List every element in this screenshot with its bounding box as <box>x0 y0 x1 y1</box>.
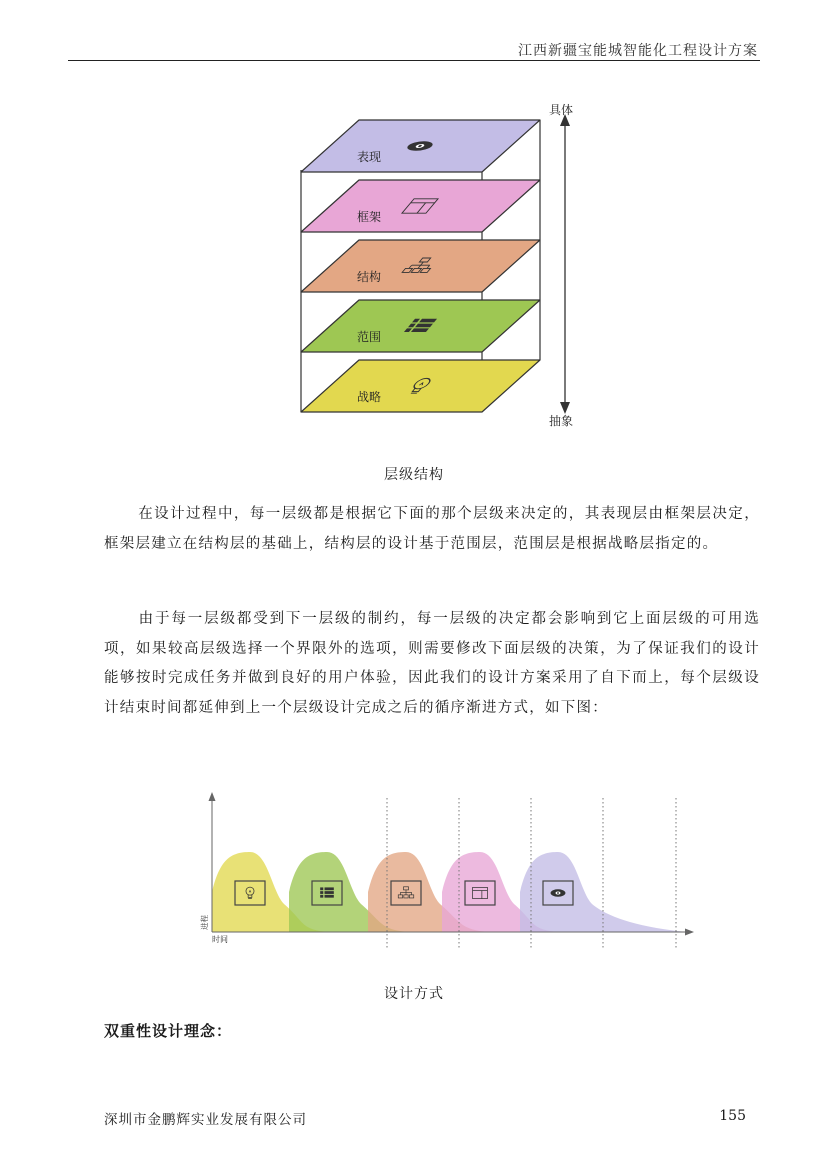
layer-label: 表现 <box>357 150 382 164</box>
x-axis-arrow-icon <box>685 929 694 936</box>
x-axis-label: 时间 <box>212 935 228 944</box>
chart-caption: 设计方式 <box>384 986 444 1002</box>
paragraph-2: 由于每一层级都受到下一层级的制约，每一层级的决定都会影响到它上面层级的可用选项，如果较高层级选择一个界限外的选项，则需要修改下面层级的决策，为了保证我们的设计能够按时完成任务并做到良好的用户体验，因此我们的设计方案采用了自下而上，每个层级设计结束时间都延伸到上一个层级设计完成之后的循序渐进方式，如下图： <box>104 611 760 716</box>
header-title: 江西新疆宝能城智能化工程设计方案 <box>518 43 758 59</box>
diagram-caption: 层级结构 <box>384 467 444 483</box>
layer-5 <box>301 360 540 412</box>
eye-icon <box>551 889 566 896</box>
arrow-down-icon <box>560 402 570 414</box>
layer-label: 结构 <box>357 270 382 284</box>
section-heading: 双重性设计理念： <box>104 1022 233 1040</box>
layer-label: 范围 <box>357 330 382 344</box>
phase-curve <box>520 852 690 932</box>
layer-3 <box>301 240 540 292</box>
bottom-label: 抽象 <box>549 414 574 428</box>
paragraph-1: 在设计过程中，每一层级都是根据它下面的那个层级来决定的，其表现层由框架层决定，框架层建立在结构层的基础上，结构层的设计基于范围层，范围层是根据战略层指定的。 <box>104 506 760 552</box>
page-number: 155 <box>719 1108 746 1124</box>
layer-2 <box>301 180 540 232</box>
footer-company: 深圳市金鹏辉实业发展有限公司 <box>104 1112 307 1128</box>
layer-1 <box>301 120 540 172</box>
layer-4 <box>301 300 540 352</box>
layer-plane <box>301 180 540 232</box>
timeline-chart <box>0 770 828 970</box>
layer-label: 战略 <box>357 390 382 404</box>
layer-plane <box>301 360 540 412</box>
top-label: 具体 <box>549 103 574 117</box>
layer-label: 框架 <box>357 210 382 224</box>
list-grid-icon <box>320 887 334 897</box>
y-axis-arrow-icon <box>209 792 216 801</box>
y-axis-label: 进程 <box>200 915 209 930</box>
layer-diagram <box>0 0 828 460</box>
